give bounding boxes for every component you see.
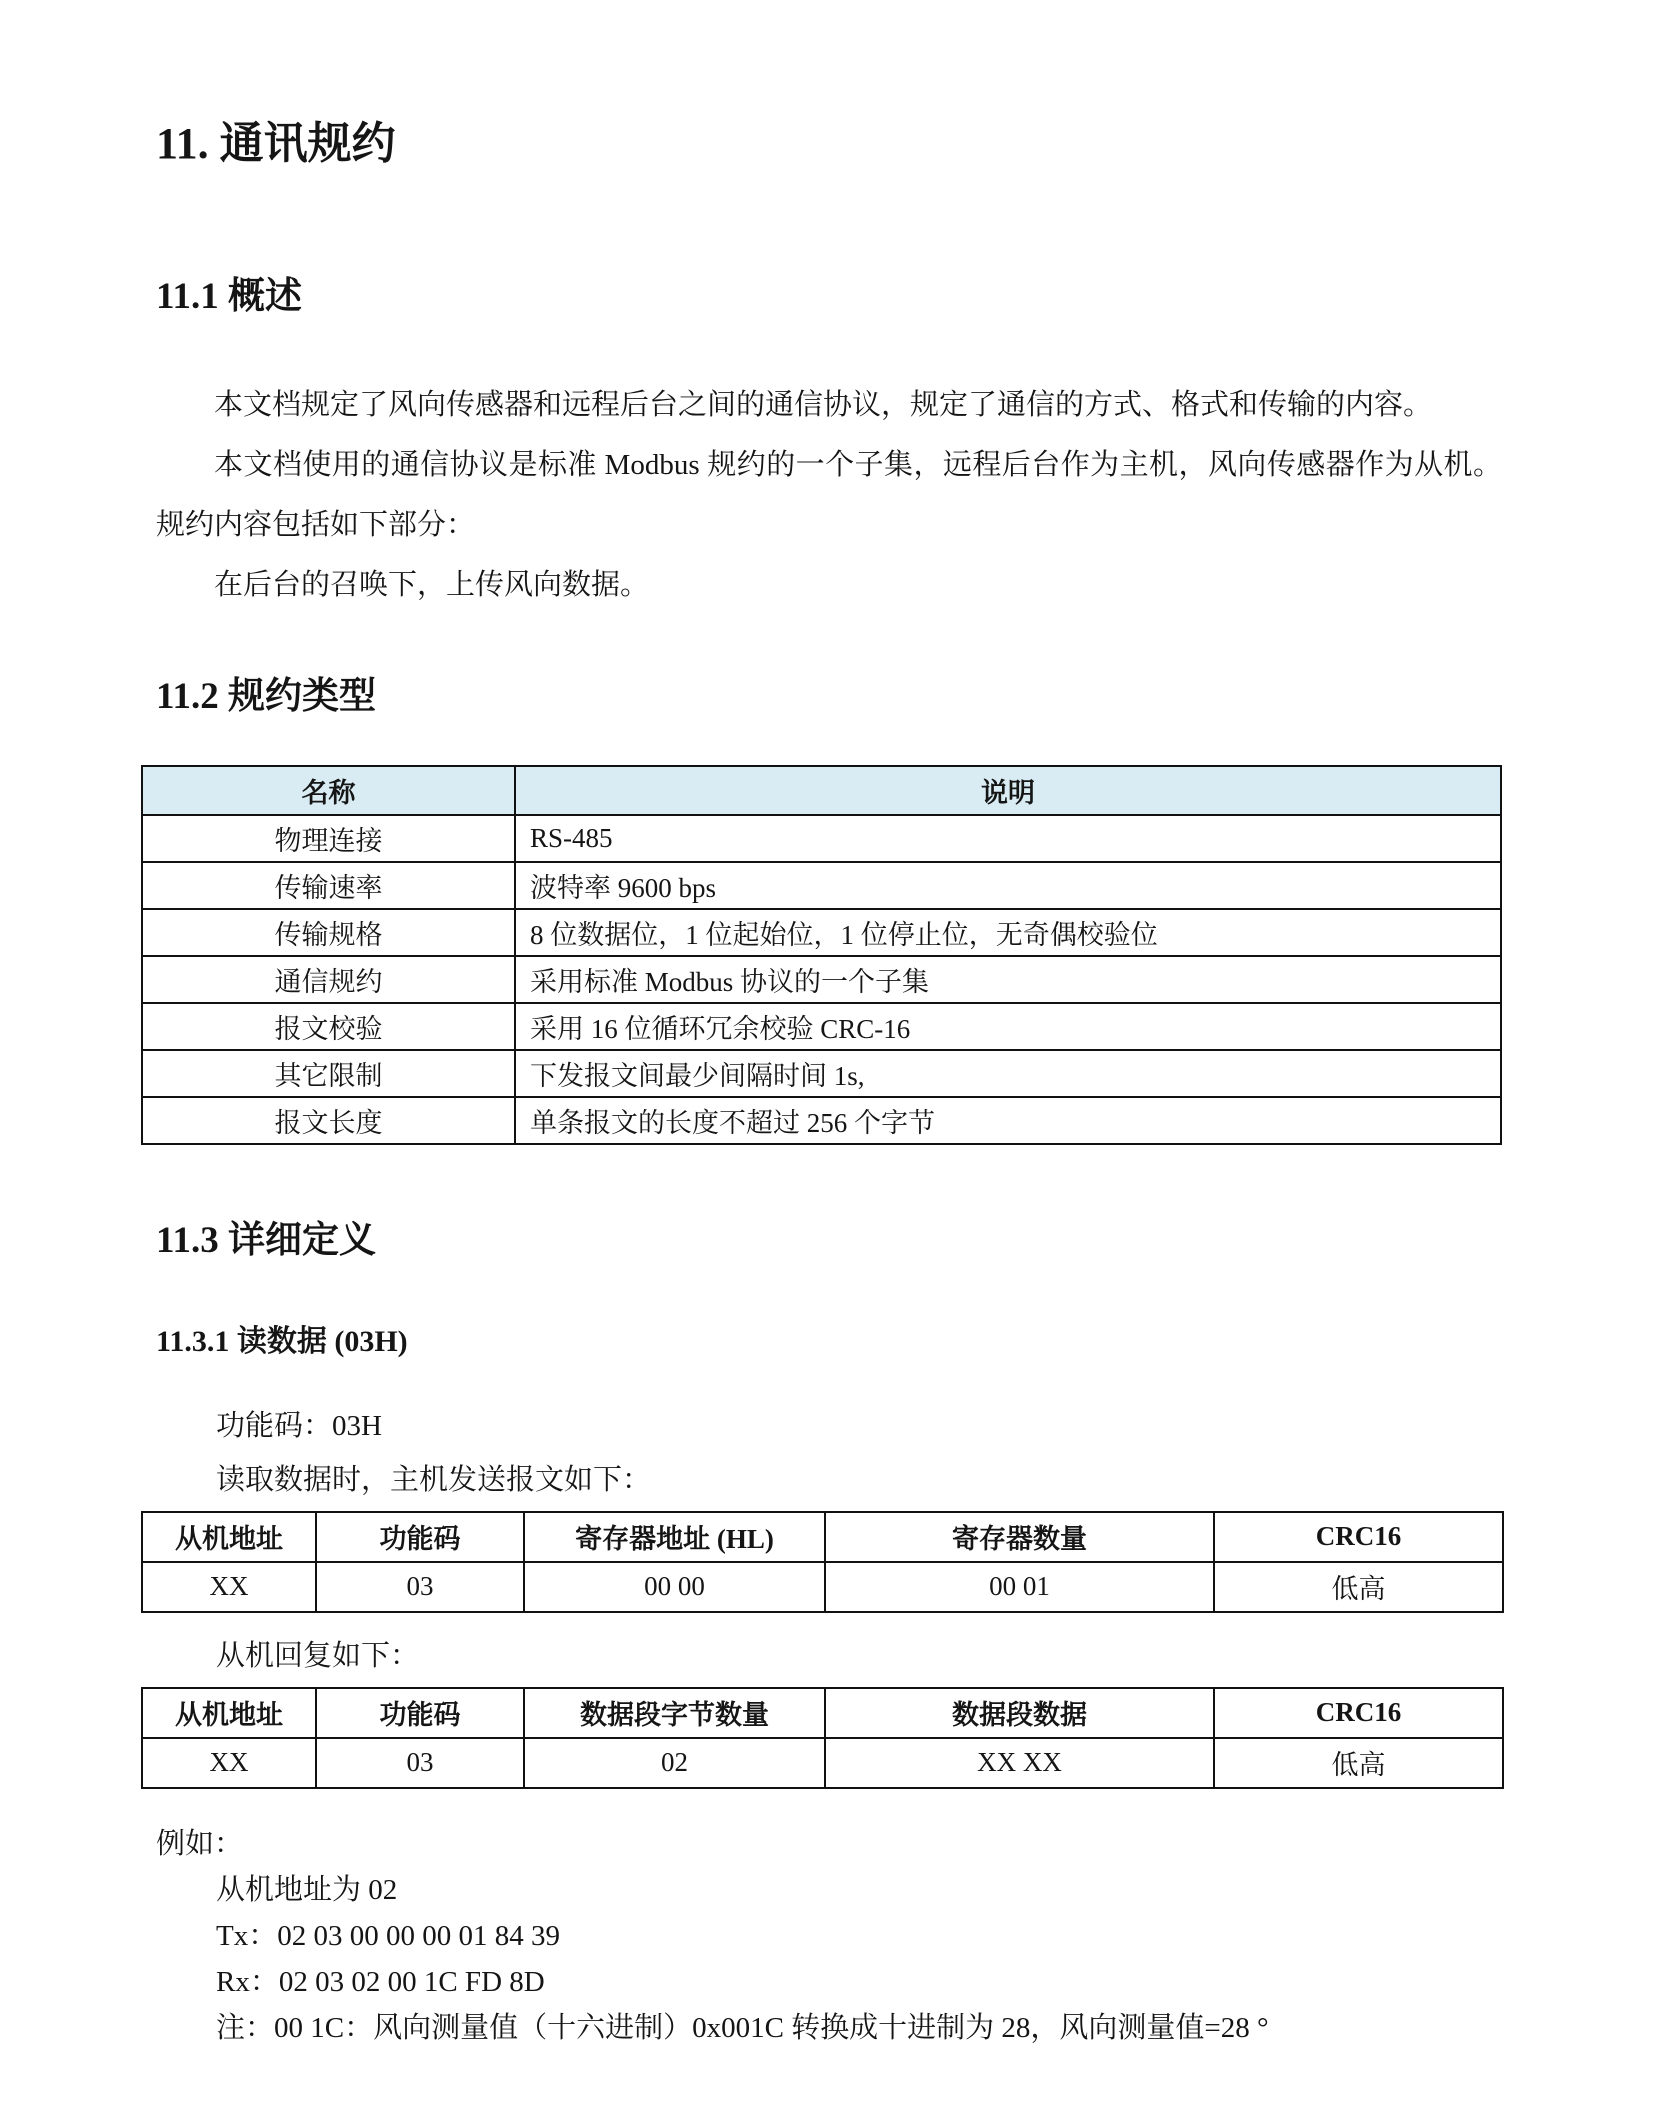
table-cell: XX bbox=[142, 1738, 316, 1788]
table-cell: 02 bbox=[524, 1738, 825, 1788]
table-cell-name: 报文校验 bbox=[142, 1003, 515, 1050]
example-tx-line: Tx：02 03 00 00 00 01 84 39 bbox=[216, 1919, 560, 1952]
table-row bbox=[142, 1562, 1503, 1612]
example-note-line: 注：00 1C：风向测量值（十六进制）0x001C 转换成十进制为 28，风向测量值=28 ° bbox=[216, 2011, 1269, 2044]
table-cell: 03 bbox=[316, 1738, 524, 1788]
overview-paragraph-1: 本文档规定了风向传感器和远程后台之间的通信协议，规定了通信的方式、格式和传输的内容。 bbox=[214, 388, 1433, 421]
table-header-cell: 从机地址 bbox=[142, 1688, 316, 1738]
section-heading-detail: 11.3 详细定义 bbox=[156, 1219, 376, 1261]
table-row bbox=[142, 862, 1501, 909]
table-row bbox=[142, 815, 1501, 862]
function-code-line: 功能码：03H bbox=[216, 1409, 382, 1442]
table-header-row bbox=[142, 1512, 1503, 1562]
example-block bbox=[141, 1821, 1502, 2051]
overview-paragraph-2: 本文档使用的通信协议是标准 Modbus 规约的一个子集，远程后台作为主机，风向传感器作为从机。规约内容包括如下部分： bbox=[156, 448, 1502, 541]
table-row bbox=[142, 956, 1501, 1003]
table-cell-desc: 采用 16 位循环冗余校验 CRC-16 bbox=[515, 1003, 1501, 1050]
table-cell-name: 通信规约 bbox=[142, 956, 515, 1003]
table-header-cell: 寄存器地址 (HL) bbox=[524, 1512, 825, 1562]
section-heading-overview: 11.1 概述 bbox=[156, 275, 302, 317]
table-row bbox=[142, 1003, 1501, 1050]
example-slave-address-line: 从机地址为 02 bbox=[216, 1873, 398, 1906]
table-cell-desc: 采用标准 Modbus 协议的一个子集 bbox=[515, 956, 1501, 1003]
table-cell: 低高 bbox=[1214, 1562, 1503, 1612]
table-cell-desc: 波特率 9600 bps bbox=[515, 862, 1501, 909]
table-header-cell: 功能码 bbox=[316, 1512, 524, 1562]
table-cell-desc: 8 位数据位，1 位起始位，1 位停止位，无奇偶校验位 bbox=[515, 909, 1501, 956]
table-cell-desc: 下发报文间最少间隔时间 1s, bbox=[515, 1050, 1501, 1097]
table-header-cell: 数据段数据 bbox=[825, 1688, 1214, 1738]
table-cell: 03 bbox=[316, 1562, 524, 1612]
table-cell: XX XX bbox=[825, 1738, 1214, 1788]
request-frame-table bbox=[141, 1511, 1504, 1613]
table-cell-name: 物理连接 bbox=[142, 815, 515, 862]
table-cell: 00 00 bbox=[524, 1562, 825, 1612]
table-header-cell: 从机地址 bbox=[142, 1512, 316, 1562]
table-header-row bbox=[142, 1688, 1503, 1738]
protocol-type-table bbox=[141, 765, 1502, 1145]
response-frame-table bbox=[141, 1687, 1504, 1789]
table-row bbox=[142, 909, 1501, 956]
reply-intro-line: 从机回复如下： bbox=[216, 1639, 420, 1672]
table-cell: XX bbox=[142, 1562, 316, 1612]
overview-paragraphs bbox=[141, 375, 1502, 615]
table-row bbox=[142, 1097, 1501, 1144]
table-header-cell: 功能码 bbox=[316, 1688, 524, 1738]
request-intro-line: 读取数据时，主机发送报文如下： bbox=[216, 1463, 652, 1496]
chapter-title: 11. 通讯规约 bbox=[156, 119, 396, 168]
table-header-row bbox=[142, 766, 1501, 815]
table-header-cell: 寄存器数量 bbox=[825, 1512, 1214, 1562]
subsection-heading-read-data: 11.3.1 读数据 (03H) bbox=[156, 1324, 408, 1358]
table-header-cell: 数据段字节数量 bbox=[524, 1688, 825, 1738]
example-label: 例如： bbox=[156, 1827, 244, 1860]
table-cell-name: 传输速率 bbox=[142, 862, 515, 909]
table-cell: 低高 bbox=[1214, 1738, 1503, 1788]
table-header-cell: CRC16 bbox=[1214, 1512, 1503, 1562]
table-cell-name: 传输规格 bbox=[142, 909, 515, 956]
table-cell-desc: 单条报文的长度不超过 256 个字节 bbox=[515, 1097, 1501, 1144]
function-code-block bbox=[141, 1399, 1502, 1507]
table-cell-name: 其它限制 bbox=[142, 1050, 515, 1097]
table-cell-name: 报文长度 bbox=[142, 1097, 515, 1144]
section-heading-protocol-type: 11.2 规约类型 bbox=[156, 675, 376, 717]
table-header-cell: CRC16 bbox=[1214, 1688, 1503, 1738]
example-rx-line: Rx：02 03 02 00 1C FD 8D bbox=[216, 1965, 545, 1998]
table-row bbox=[142, 1050, 1501, 1097]
table-row bbox=[142, 1738, 1503, 1788]
table-header-cell-name: 名称 bbox=[142, 766, 515, 815]
table-cell-desc: RS-485 bbox=[515, 815, 1501, 862]
overview-paragraph-3: 在后台的召唤下，上传风向数据。 bbox=[214, 568, 650, 601]
table-header-cell-desc: 说明 bbox=[515, 766, 1501, 815]
table-cell: 00 01 bbox=[825, 1562, 1214, 1612]
